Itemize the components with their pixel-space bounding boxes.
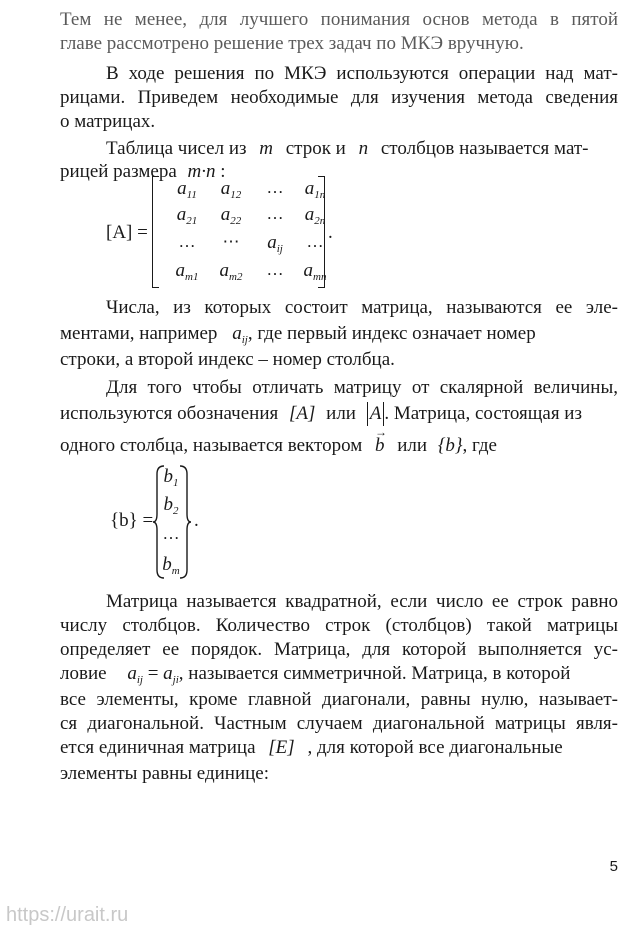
text-fragment: . Матрица, состоящая из bbox=[384, 403, 582, 424]
text-line bbox=[60, 160, 618, 184]
math-a-ij: $a_{ij}$ bbox=[232, 323, 248, 346]
text-fragment: одного столбца, называется вектором bbox=[60, 435, 363, 456]
text-line: В ходе решения по МКЭ используются операции над мат- bbox=[106, 63, 618, 84]
matrix-cell: $a_{m2}$ bbox=[219, 260, 243, 283]
matrix-cell: … bbox=[306, 232, 324, 251]
page-number: 5 bbox=[609, 858, 618, 875]
text-line: числу столбцов. Количество строк (столбцов) такой матрицы bbox=[60, 615, 618, 636]
text-line: о матрицах. bbox=[60, 111, 156, 132]
math-m: m bbox=[259, 138, 273, 159]
text-line: Для того чтобы отличать матрицу от скалярной величины, bbox=[106, 377, 618, 398]
matrix-cell: $a_{11}$ bbox=[177, 178, 197, 201]
text-line: Матрица называется квадратной, если число ее строк равно bbox=[106, 591, 618, 612]
text-line: главе рассмотрено решение трех задач по МКЭ вручную. bbox=[60, 33, 524, 54]
text-fragment: ется единичная матрица bbox=[60, 737, 256, 758]
matrix-cell: … bbox=[266, 260, 284, 279]
text-fragment: ментами, например bbox=[60, 323, 218, 344]
text-fragment: Таблица чисел из bbox=[106, 138, 247, 159]
text-line bbox=[60, 736, 618, 760]
math-norm-A: A bbox=[367, 402, 385, 426]
matrix-cell: $a_{22}$ bbox=[220, 204, 242, 227]
math-m-dot-n: m·n bbox=[187, 161, 216, 182]
text-line bbox=[60, 434, 618, 458]
text-fragment: столбцов называется мат- bbox=[380, 138, 589, 159]
watermark: https://urait.ru bbox=[6, 904, 129, 926]
text-line: рицами. Приведем необходимые для изучения метода сведения bbox=[60, 87, 618, 108]
text-line: Числа, из которых состоит матрица, называются ее эле- bbox=[106, 297, 618, 318]
text-fragment: используются обозначения bbox=[60, 403, 279, 424]
matrix-cell: … bbox=[266, 204, 284, 223]
math-curly-b: {b} bbox=[437, 435, 463, 456]
text-fragment: или bbox=[326, 403, 356, 424]
period: . bbox=[194, 510, 199, 531]
left-bracket bbox=[152, 176, 159, 288]
period: . bbox=[328, 222, 333, 243]
matrix-cell: … bbox=[266, 178, 284, 197]
matrix-cell: $a_{1n}$ bbox=[304, 178, 326, 201]
text-line: элементы равны единице: bbox=[60, 763, 269, 784]
text-fragment: , для которой все диагональные bbox=[307, 737, 563, 758]
math-bracket-A: [A] bbox=[289, 403, 316, 424]
math-n: n bbox=[358, 138, 369, 159]
text-line: ся диагональной. Частным случаем диагональной матрицы явля- bbox=[60, 713, 618, 734]
text-fragment: ловие bbox=[60, 663, 107, 684]
text-fragment: : bbox=[220, 161, 226, 182]
text-line bbox=[60, 402, 618, 426]
text-fragment: или bbox=[397, 435, 428, 456]
matrix-cell: $a_{ij}$ bbox=[267, 232, 283, 255]
text-fragment: , называется симметричной. Матрица, в которой bbox=[178, 663, 571, 684]
text-fragment: , где bbox=[462, 435, 497, 456]
vector-cell: $b_1$ bbox=[163, 466, 179, 489]
text-fragment: , где первый индекс означает номер bbox=[247, 323, 536, 344]
math-bracket-E: [E] bbox=[268, 737, 295, 758]
matrix-A-label: [A] = bbox=[106, 222, 148, 243]
vector-cell: $b_m$ bbox=[162, 554, 180, 577]
text-line: определяет ее порядок. Матрица, для которой выполняется ус- bbox=[60, 639, 618, 660]
math-symmetric-condition: $a_{ij} = a_{ji}$ bbox=[127, 663, 179, 686]
text-line bbox=[106, 137, 618, 161]
vector-b-label: {b} = bbox=[110, 510, 154, 531]
matrix-cell: $a_{m1}$ bbox=[175, 260, 199, 283]
matrix-cell: $a_{21}$ bbox=[176, 204, 198, 227]
matrix-cell: $a_{2n}$ bbox=[304, 204, 326, 227]
matrix-cell: … bbox=[178, 232, 196, 251]
text-line: Тем не менее, для лучшего понимания основ метода в пятой bbox=[60, 9, 618, 30]
vector-cell: … bbox=[162, 524, 180, 543]
text-line: все элементы, кроме главной диагонали, равны нулю, называет- bbox=[60, 689, 618, 710]
text-fragment: рицей размера bbox=[60, 161, 177, 182]
text-line: строки, а второй индекс – номер столбца. bbox=[60, 349, 395, 370]
matrix-cell: $a_{mn}$ bbox=[303, 260, 327, 283]
matrix-cell: $a_{12}$ bbox=[220, 178, 242, 201]
vector-cell: $b_2$ bbox=[163, 494, 179, 517]
matrix-cell: ⋯ bbox=[222, 232, 240, 251]
text-fragment: строк и bbox=[285, 138, 346, 159]
math-vector-b: → b bbox=[375, 434, 385, 458]
